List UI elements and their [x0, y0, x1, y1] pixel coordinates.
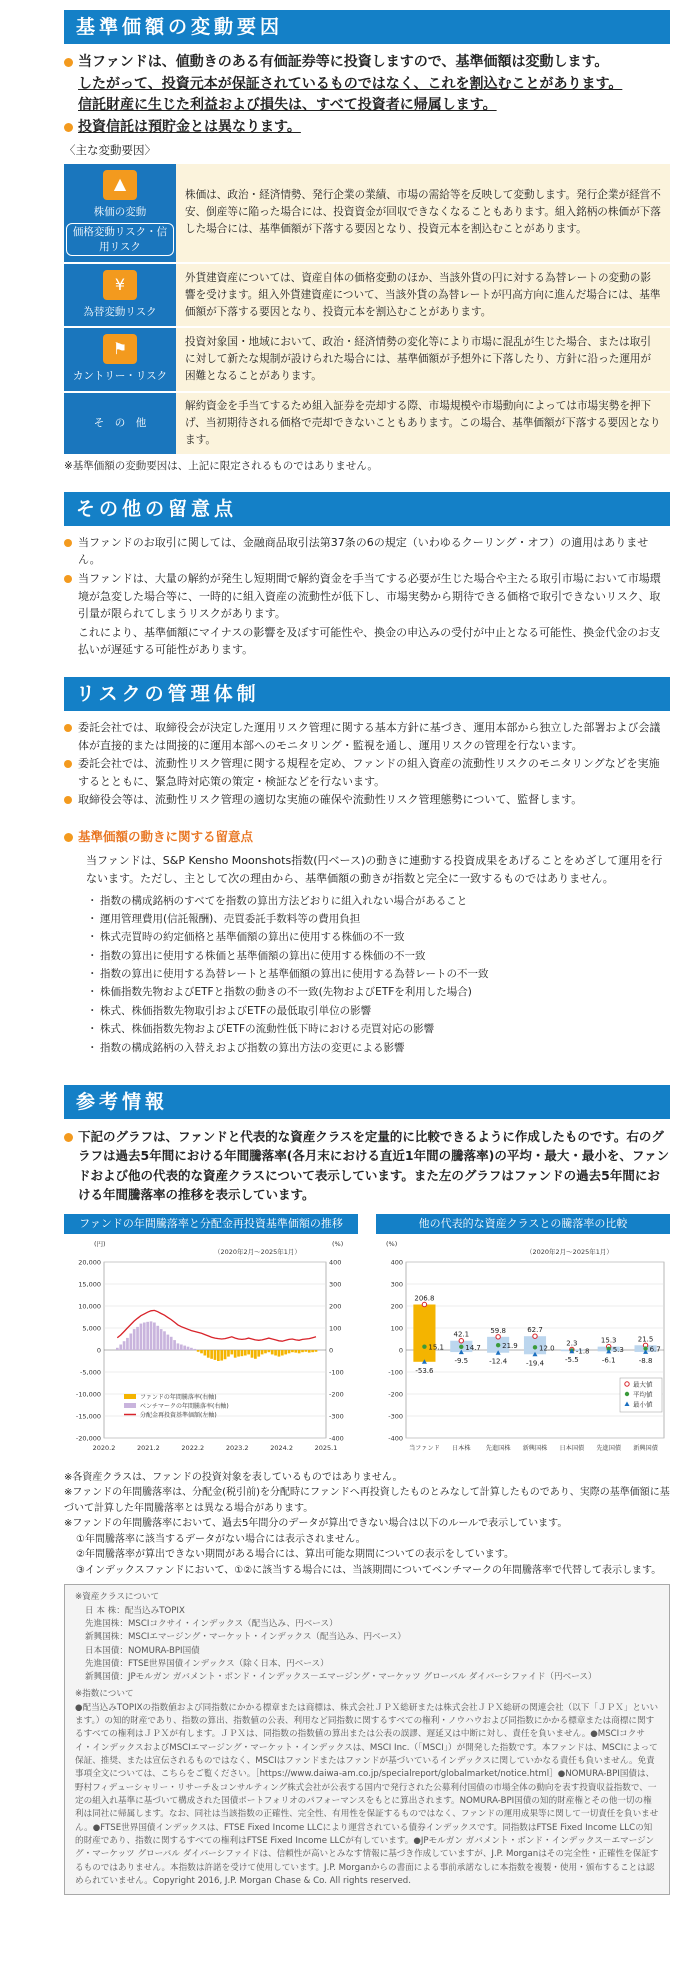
fund-bar [227, 1350, 230, 1357]
left-chart-title: ファンドの年間騰落率と分配金再投資基準価額の推移 [64, 1214, 358, 1234]
main-factors-heading: 〈主な変動要因〉 [64, 142, 156, 157]
category-label: 新興国債 [633, 1445, 658, 1453]
chart-period: （2020年2月～2025年1月） [214, 1248, 301, 1257]
asset-class-item: 新興国債：JPモルガン ガバメント・ボンド・インデックス－エマージング・マーケッツ グローバル ダイバーシファイド（円ベース） [85, 1672, 597, 1683]
fund-bar [268, 1350, 271, 1352]
y-tick-label: 400 [390, 1258, 403, 1267]
category-label: 当ファンド [409, 1445, 440, 1453]
legend-label: ベンチマークの年間騰落率(右軸) [140, 1403, 229, 1411]
benchmark-bar [133, 1329, 136, 1350]
max-value-label: 42.1 [453, 1331, 470, 1340]
right-tick-label: 100 [329, 1324, 342, 1333]
benchmark-bar [193, 1349, 196, 1350]
fund-bar [237, 1350, 240, 1357]
list-item: ・ 指数の構成銘柄のすべてを指数の算出方法どおりに組入れない場合があること [100, 892, 670, 910]
risk-description: 外貨建資産については、資産自体の価格変動のほか、当該外貨の円に対する為替レートの変動の影響を受けます。組入外貨建資産について、当該外貨の為替レートが円高方向に進んだ場合には、基準価額が下落する要因となり、投資元本を割込むことがあります。 [176, 264, 670, 326]
category-label: 日本国債 [559, 1445, 585, 1453]
index-heading: ※指数について [75, 1689, 134, 1700]
x-tick-label: 2020.2 [92, 1444, 116, 1453]
list-item: ・ 株式売買時の約定価格と基準価額の算出に使用する株価の不一致 [100, 928, 670, 946]
list-item: ・ 株式、株価指数先物およびETFの流動性低下時における売買対応の影響 [100, 1020, 670, 1038]
left-tick-label: 15,000 [78, 1280, 101, 1289]
fund-bar [264, 1350, 267, 1353]
right-tick-label: -300 [329, 1412, 344, 1421]
country-flag-icon: ⚑ [103, 334, 137, 364]
risk-category [64, 164, 176, 263]
risk-label: 為替変動リスク [83, 306, 157, 319]
risk-row [64, 393, 670, 454]
bullet-fluctuation [64, 52, 670, 117]
avg-marker [533, 1346, 537, 1350]
fund-bar [298, 1350, 301, 1353]
benchmark-bar [163, 1332, 166, 1351]
fund-bar [200, 1350, 203, 1353]
fund-bar [230, 1350, 233, 1354]
risk-sublabel: 価格変動リスク・信用リスク [66, 223, 174, 256]
right-tick-label: -100 [329, 1368, 344, 1377]
index-disclaimer-box [64, 1584, 670, 1895]
y-tick-label: 100 [390, 1324, 403, 1333]
reference-note: ②年間騰落率が算出できない期間がある場合には、算出可能な期間についての表示をしています。 [76, 1549, 514, 1561]
benchmark-bar [180, 1345, 183, 1351]
benchmark-bar [136, 1327, 139, 1350]
section-title-risk-management: リスクの管理体制 [64, 677, 670, 711]
fund-bar [224, 1350, 227, 1359]
left-tick-label: 20,000 [78, 1258, 101, 1267]
list-item: ・ 指数の算出に使用する為替レートと基準価額の算出に使用する為替レートの不一致 [100, 965, 670, 983]
risk-label: カントリー・リスク [72, 370, 168, 383]
section-title-other-notes: その他の留意点 [64, 492, 670, 526]
avg-value-label: 6.7 [649, 1345, 661, 1354]
y-tick-label: -300 [388, 1412, 403, 1421]
y-tick-label: -400 [388, 1434, 403, 1443]
benchmark-bar [116, 1348, 119, 1350]
legend-swatch [124, 1394, 136, 1399]
asset-class-heading: ※資産クラスについて [75, 1592, 160, 1603]
avg-value-label: 15.1 [428, 1344, 445, 1353]
left-chart [64, 1214, 358, 1463]
asset-class-item: 日本国債：NOMURA-BPI国債 [85, 1645, 200, 1656]
list-item: ・ 指数の算出に使用する株価と基準価額の算出に使用する株価の不一致 [100, 947, 670, 965]
min-value-label: -8.8 [638, 1357, 653, 1366]
max-marker [496, 1335, 500, 1339]
benchmark-bar [187, 1347, 190, 1350]
index-disclaimer-text: ●配当込みTOPIXの指数値および同指数にかかる標章または商標は、株式会社ＪＰＸ総研または株式会社ＪＰＸ総研の関連会社（以下「ＪＰＸ」といいます。）の知的財産であり、指数の算出、指数値の公表、利用など同指数に関するすべての権利・ノウハウおよび同指数にかかる標章または商標に関するすべての権利はＪＰＸが有します。ＪＰＸは、同指数の指数値の算出または公表の誤謬、遅延又は中断に対し、責任を負いません。●MSCIコクサイ・インデックスおよびMSCIエマージング・マーケット・インデックスは、MSCI Inc.（「MSCI」）が開発した指数です。本ファンドは、MSCIによって保証、推奨、または宣伝されるものではなく、MSCIはファンドまたはファンドが基づいているインデックスに関していかなる責任も負いません。免責事項全文については、こちらをご覧ください。［https://www.daiwa-am.co.jp/specialreport/globalmarket/notice.html］●NOMURA-BPI国債は、野村フィデューシャリー・リサーチ＆コンサルティング株式会社が公表する国内で発行された公募利付国債の市場全体の動向を表す投資収益指数で、一定の組入れ基準に基づいて構成された国債ポートフォリオのパフォーマンスをもとに算出されます。NOMURA-BPI国債の知的財産権とその他一切の権利は同社に帰属します。なお、同社は当該指数の正確性、完全性、有用性を保証するものではなく、ファンドの運用成果等に関して一切責任を負いません。●FTSE世界国債インデックスは、FTSE Fixed Income LLCにより運営されている債券インデックスです。同指数はFTSE Fixed Income LLCの知的財産であり、指数に関するすべての権利はFTSE Fixed Income LLCが有しています。●JPモルガン ガバメント・ボンド・インデックス－エマージング・マーケッツ グローバル ダイバーシファイドは、信頼性が高いとみなす情報に基づき作成していますが、J.P. Morganはその完全性・正確性を保証するものではありません。本指数は許諾を受けて使用しています。J.P. Morganからの書面による事前承諾なしに本指数を複製・使用・頒布することは認められていません。Copyright 2016, J.P. Morgan Chase & Co. All rights reserved. [75, 1702, 659, 1886]
y-tick-label: -100 [388, 1368, 403, 1377]
fund-bar [311, 1350, 314, 1352]
reference-note: ①年間騰落率に該当するデータがない場合には表示されません。 [76, 1533, 366, 1545]
max-value-label: 206.8 [414, 1294, 435, 1303]
benchmark-bar [150, 1322, 153, 1351]
fund-bar [254, 1350, 257, 1359]
fund-bar [301, 1350, 304, 1352]
other-note-3: これにより、基準価額にマイナスの影響を及ぼす可能性や、換金の申込みの受付が中止となる可能性、換金代金のお支払いが遅延する可能性があります。 [78, 625, 661, 657]
avg-value-label: 14.7 [465, 1344, 481, 1353]
risk-row [64, 164, 670, 263]
fund-bar [257, 1350, 260, 1357]
risk-table [64, 162, 670, 456]
category-label: 新興国株 [522, 1445, 548, 1453]
chart-period: （2020年2月～2025年1月） [526, 1248, 613, 1257]
max-value-label: 2.3 [566, 1339, 578, 1348]
bullet-not-deposit [64, 117, 670, 139]
y-tick-label: -200 [388, 1390, 403, 1399]
fund-bar [308, 1350, 311, 1353]
fund-bar [197, 1350, 200, 1352]
asset-class-item: 日 本 株：配当込みTOPIX [85, 1605, 185, 1616]
fund-bar [251, 1350, 254, 1358]
benchmark-bar [167, 1335, 170, 1350]
reference-note: ※ファンドの年間騰落率は、分配金(税引前)を分配時にファンドへ再投資したものとみなして計算したものであり、実際の基準価額に基づいて計算した年間騰落率とは異なる場合があります。 [64, 1487, 670, 1514]
risk-description: 解約資金を手当てするため組入証券を売却する際、市場規模や市場動向によっては市場実勢を押下げ、当初期待される価格で売却できないこともあります。この場合、基準価額が下落する要因となります。 [176, 393, 670, 454]
x-tick-label: 2023.2 [225, 1444, 249, 1453]
avg-value-label: 5.3 [612, 1346, 624, 1355]
avg-value-label: 12.0 [539, 1344, 555, 1353]
fund-bar [214, 1350, 217, 1360]
fluctuation-line-2: したがって、投資元本が保証されているものではなく、これを割込むことがあります。 [78, 75, 623, 92]
nav-movement-list [64, 892, 670, 1057]
fund-bar [274, 1350, 277, 1356]
legend-label: ファンドの年間騰落率(右軸) [140, 1394, 217, 1402]
fund-bar [281, 1350, 284, 1356]
fund-bar [247, 1350, 250, 1354]
x-tick-label: 2021.2 [137, 1444, 160, 1453]
avg-marker [422, 1345, 426, 1349]
right-tick-label: 0 [329, 1346, 334, 1355]
category-label: 先進国債 [596, 1445, 622, 1453]
legend-marker [625, 1392, 629, 1396]
right-tick-label: 400 [329, 1258, 342, 1267]
fund-bar [315, 1350, 318, 1352]
risk-mgmt-2: 委託会社では、流動性リスク管理に関する規程を定め、ファンドの組入資産の流動性リスクのモニタリングなどを実施するとともに、緊急時対応策の策定・検証などを行ないます。 [64, 755, 670, 790]
avg-marker [459, 1345, 463, 1349]
fund-bar [278, 1350, 281, 1357]
fund-bar [305, 1350, 308, 1352]
risk-description: 株価は、政治・経済情勢、発行企業の業績、市場の需給等を反映して変動します。発行企業が経営不安、倒産等に陥った場合には、投資資金が回収できなくなることもあります。組入銘柄の株価が下落した場合には、基準価額が下落する要因となり、投資元本を割込むことがあります。 [176, 164, 670, 263]
fund-bar [294, 1350, 297, 1353]
max-value-label: 62.7 [527, 1326, 543, 1335]
reference-note: ③インデックスファンドにおいて、①②に該当する場合には、当該期間についてベンチマークの年間騰落率で代替して表示します。 [76, 1564, 662, 1576]
legend-label: 平均値 [633, 1390, 653, 1399]
legend-swatch [124, 1403, 136, 1408]
legend-label: 最大値 [633, 1380, 653, 1389]
list-item: ・ 株式、株価指数先物取引およびETFの最低取引単位の影響 [100, 1002, 670, 1020]
list-item: ・ 運用管理費用(信託報酬)、売買委託手数料等の費用負担 [100, 910, 670, 928]
benchmark-bar [190, 1348, 193, 1350]
max-marker [459, 1339, 463, 1343]
left-tick-label: -10,000 [75, 1390, 101, 1399]
other-note-2: 当ファンドは、大量の解約が発生し短期間で解約資金を手当てする必要が生じた場合や主たる取引市場において市場環境が急変した場合等に、一時的に組入資産の流動性が低下し、市場実勢から期待できる価格で取引できないリスク、取引量が限られてしまうリスクがあります。 [64, 570, 670, 623]
other-notes-body [64, 534, 670, 659]
avg-marker [496, 1343, 500, 1347]
risk-mgmt-1: 委託会社では、取締役会が決定した運用リスク管理に関する基本方針に基づき、運用本部から独立した部署および会議体が直接的または間接的に運用本部へのモニタリング・監視を通し、運用リスクの管理を行ないます。 [64, 719, 670, 754]
benchmark-bar [146, 1322, 149, 1350]
benchmark-bar [140, 1324, 143, 1350]
risk-category [64, 264, 176, 326]
left-tick-label: -15,000 [75, 1412, 101, 1421]
benchmark-bar [143, 1323, 146, 1351]
x-tick-label: 2022.2 [181, 1444, 205, 1453]
min-value-label: -6.1 [601, 1356, 616, 1365]
y-axis-unit: (%) [386, 1240, 398, 1249]
risk-category [64, 393, 176, 454]
fund-bar [244, 1350, 247, 1356]
currency-exchange-icon: ¥ [103, 270, 137, 300]
range-bar [413, 1305, 435, 1362]
fluctuation-line-1: 当ファンドは、値動きのある有価証券等に投資しますので、基準価額は変動します。 [78, 54, 609, 70]
category-label: 先進国株 [485, 1445, 511, 1453]
asset-class-item: 先進国債：FTSE世界国債インデックス（除く日本、円ベース） [85, 1658, 329, 1669]
right-tick-label: 300 [329, 1280, 342, 1289]
benchmark-bar [160, 1329, 163, 1350]
benchmark-bar [119, 1345, 122, 1351]
left-tick-label: 5,000 [82, 1324, 101, 1333]
min-value-label: -5.5 [565, 1356, 579, 1365]
x-tick-label: 2025.1 [314, 1444, 338, 1453]
nav-movement-intro: 当ファンドは、S&P Kensho Moonshots指数(円ベース)の動きに連動する投資成果をあげることをめざして運用を行ないます。ただし、主として次の理由から、基準価額の動きが指数と完全に一致するものではありません。 [86, 854, 663, 885]
asset-class-list [75, 1605, 659, 1685]
reference-note: ※各資産クラスは、ファンドの投資対象を表しているものではありません。 [64, 1471, 403, 1483]
risk-label: 株価の変動 [93, 205, 147, 218]
avg-value-label: -1.8 [575, 1347, 590, 1356]
right-chart [376, 1214, 670, 1463]
left-tick-label: 0 [96, 1346, 101, 1355]
right-chart-title: 他の代表的な資産クラスとの騰落率の比較 [376, 1214, 670, 1234]
left-tick-label: -5,000 [80, 1368, 101, 1377]
fund-bar [204, 1350, 207, 1356]
fund-bar [207, 1350, 210, 1358]
min-value-label: -19.4 [525, 1359, 545, 1368]
legend-marker [625, 1382, 629, 1386]
legend-label: 分配金再投資基準価額(左軸) [140, 1412, 217, 1420]
right-tick-label: 200 [329, 1302, 342, 1311]
right-tick-label: -400 [329, 1434, 344, 1443]
nav-movement-heading: 基準価額の動きに関する留意点 [64, 827, 670, 846]
max-marker [422, 1303, 426, 1307]
charts-row [64, 1214, 670, 1463]
right-tick-label: -200 [329, 1390, 344, 1399]
x-tick-label: 2024.2 [270, 1444, 293, 1453]
y-tick-label: 0 [398, 1346, 403, 1355]
benchmark-bar [153, 1323, 156, 1351]
risk-mgmt-3: 取締役会等は、流動性リスク管理の適切な実施の確保や流動性リスク管理態勢について、監督します。 [64, 791, 670, 809]
benchmark-bar [126, 1338, 129, 1350]
asset-class-item: 先進国株：MSCIコクサイ・インデックス（配当込み、円ベース） [85, 1618, 338, 1629]
chart-hand-icon: ▲ [103, 170, 137, 200]
fund-bar [291, 1350, 294, 1352]
max-marker [533, 1334, 537, 1338]
max-value-label: 59.8 [490, 1327, 506, 1336]
right-axis-unit: (%) [332, 1240, 344, 1249]
fund-bar [217, 1350, 220, 1361]
legend-label: 最小値 [633, 1400, 653, 1409]
reference-notes [64, 1470, 670, 1579]
fund-bar [241, 1350, 244, 1356]
y-tick-label: 300 [390, 1280, 403, 1289]
risk-category [64, 328, 176, 390]
section-title-reference: 参考情報 [64, 1085, 670, 1119]
not-deposit-text: 投資信託は預貯金とは異なります。 [78, 119, 301, 136]
risk-description: 投資対象国・地域において、政治・経済情勢の変化等により市場に混乱が生じた場合、または取引に対して新たな規制が設けられた場合には、基準価額が予想外に下落したり、方針に沿った運用が困難となることがあります。 [176, 328, 670, 390]
other-note-1: 当ファンドのお取引に関しては、金融商品取引法第37条の6の規定（いわゆるクーリング・オフ）の適用はありません。 [64, 534, 670, 569]
left-tick-label: -20,000 [75, 1434, 101, 1443]
reference-note: ※ファンドの年間騰落率において、過去5年間分のデータが算出できない場合は以下のルールで表示しています。 [64, 1518, 568, 1530]
fund-bar [288, 1350, 291, 1353]
fund-bar [284, 1350, 287, 1354]
y-tick-label: 200 [390, 1302, 403, 1311]
benchmark-bar [123, 1342, 126, 1351]
max-value-label: 21.5 [637, 1335, 654, 1344]
risk-row [64, 328, 670, 390]
category-label: 日本株 [452, 1445, 471, 1453]
fund-bar [271, 1350, 274, 1354]
section-title-fluctuation: 基準価額の変動要因 [64, 10, 670, 44]
fund-bar [210, 1350, 213, 1359]
fluctuation-note: ※基準価額の変動要因は、上記に限定されるものではありません。 [64, 459, 378, 472]
risk-row [64, 264, 670, 326]
min-value-label: -12.4 [489, 1358, 508, 1367]
fund-bar [234, 1350, 237, 1358]
fund-bar [261, 1350, 264, 1354]
left-chart-plot [64, 1234, 358, 1458]
benchmark-bar [183, 1346, 186, 1350]
benchmark-bar [156, 1326, 159, 1350]
risk-label: そ の 他 [93, 417, 147, 429]
fluctuation-line-3: 信託財産に生じた利益および損失は、すべて投資者に帰属します。 [78, 97, 497, 114]
min-value-label: -53.6 [415, 1367, 434, 1376]
left-tick-label: 10,000 [78, 1302, 101, 1311]
benchmark-bar [170, 1337, 173, 1350]
right-chart-plot [376, 1234, 670, 1458]
asset-class-item: 新興国株：MSCIエマージング・マーケット・インデックス（配当込み、円ベース） [85, 1632, 407, 1643]
max-value-label: 15.3 [600, 1337, 617, 1346]
benchmark-bar [177, 1344, 180, 1351]
fund-bar [220, 1350, 223, 1361]
benchmark-bar [129, 1334, 132, 1351]
left-axis-unit: (円) [94, 1240, 106, 1249]
list-item: ・ 指数の構成銘柄の入替えおよび指数の算出方法の変更による影響 [100, 1039, 670, 1057]
risk-management-body [64, 719, 670, 809]
benchmark-bar [173, 1340, 176, 1350]
avg-value-label: 21.9 [502, 1342, 518, 1351]
list-item: ・ 株価指数先物およびETFと指数の動きの不一致(先物およびETFを利用した場合) [100, 983, 670, 1001]
min-value-label: -9.5 [454, 1357, 469, 1366]
reference-intro: 下記のグラフは、ファンドと代表的な資産クラスを定量的に比較できるように作成したものです。右のグラフは過去5年間における年間騰落率(各月末における直近1年間の騰落率)の平均・最大・最小を、ファンドおよび他の代表的な資産クラスについて表示しています。また左のグラフはファンドの過去5年間における年間騰落率の推移を表示しています。 [64, 1127, 670, 1205]
